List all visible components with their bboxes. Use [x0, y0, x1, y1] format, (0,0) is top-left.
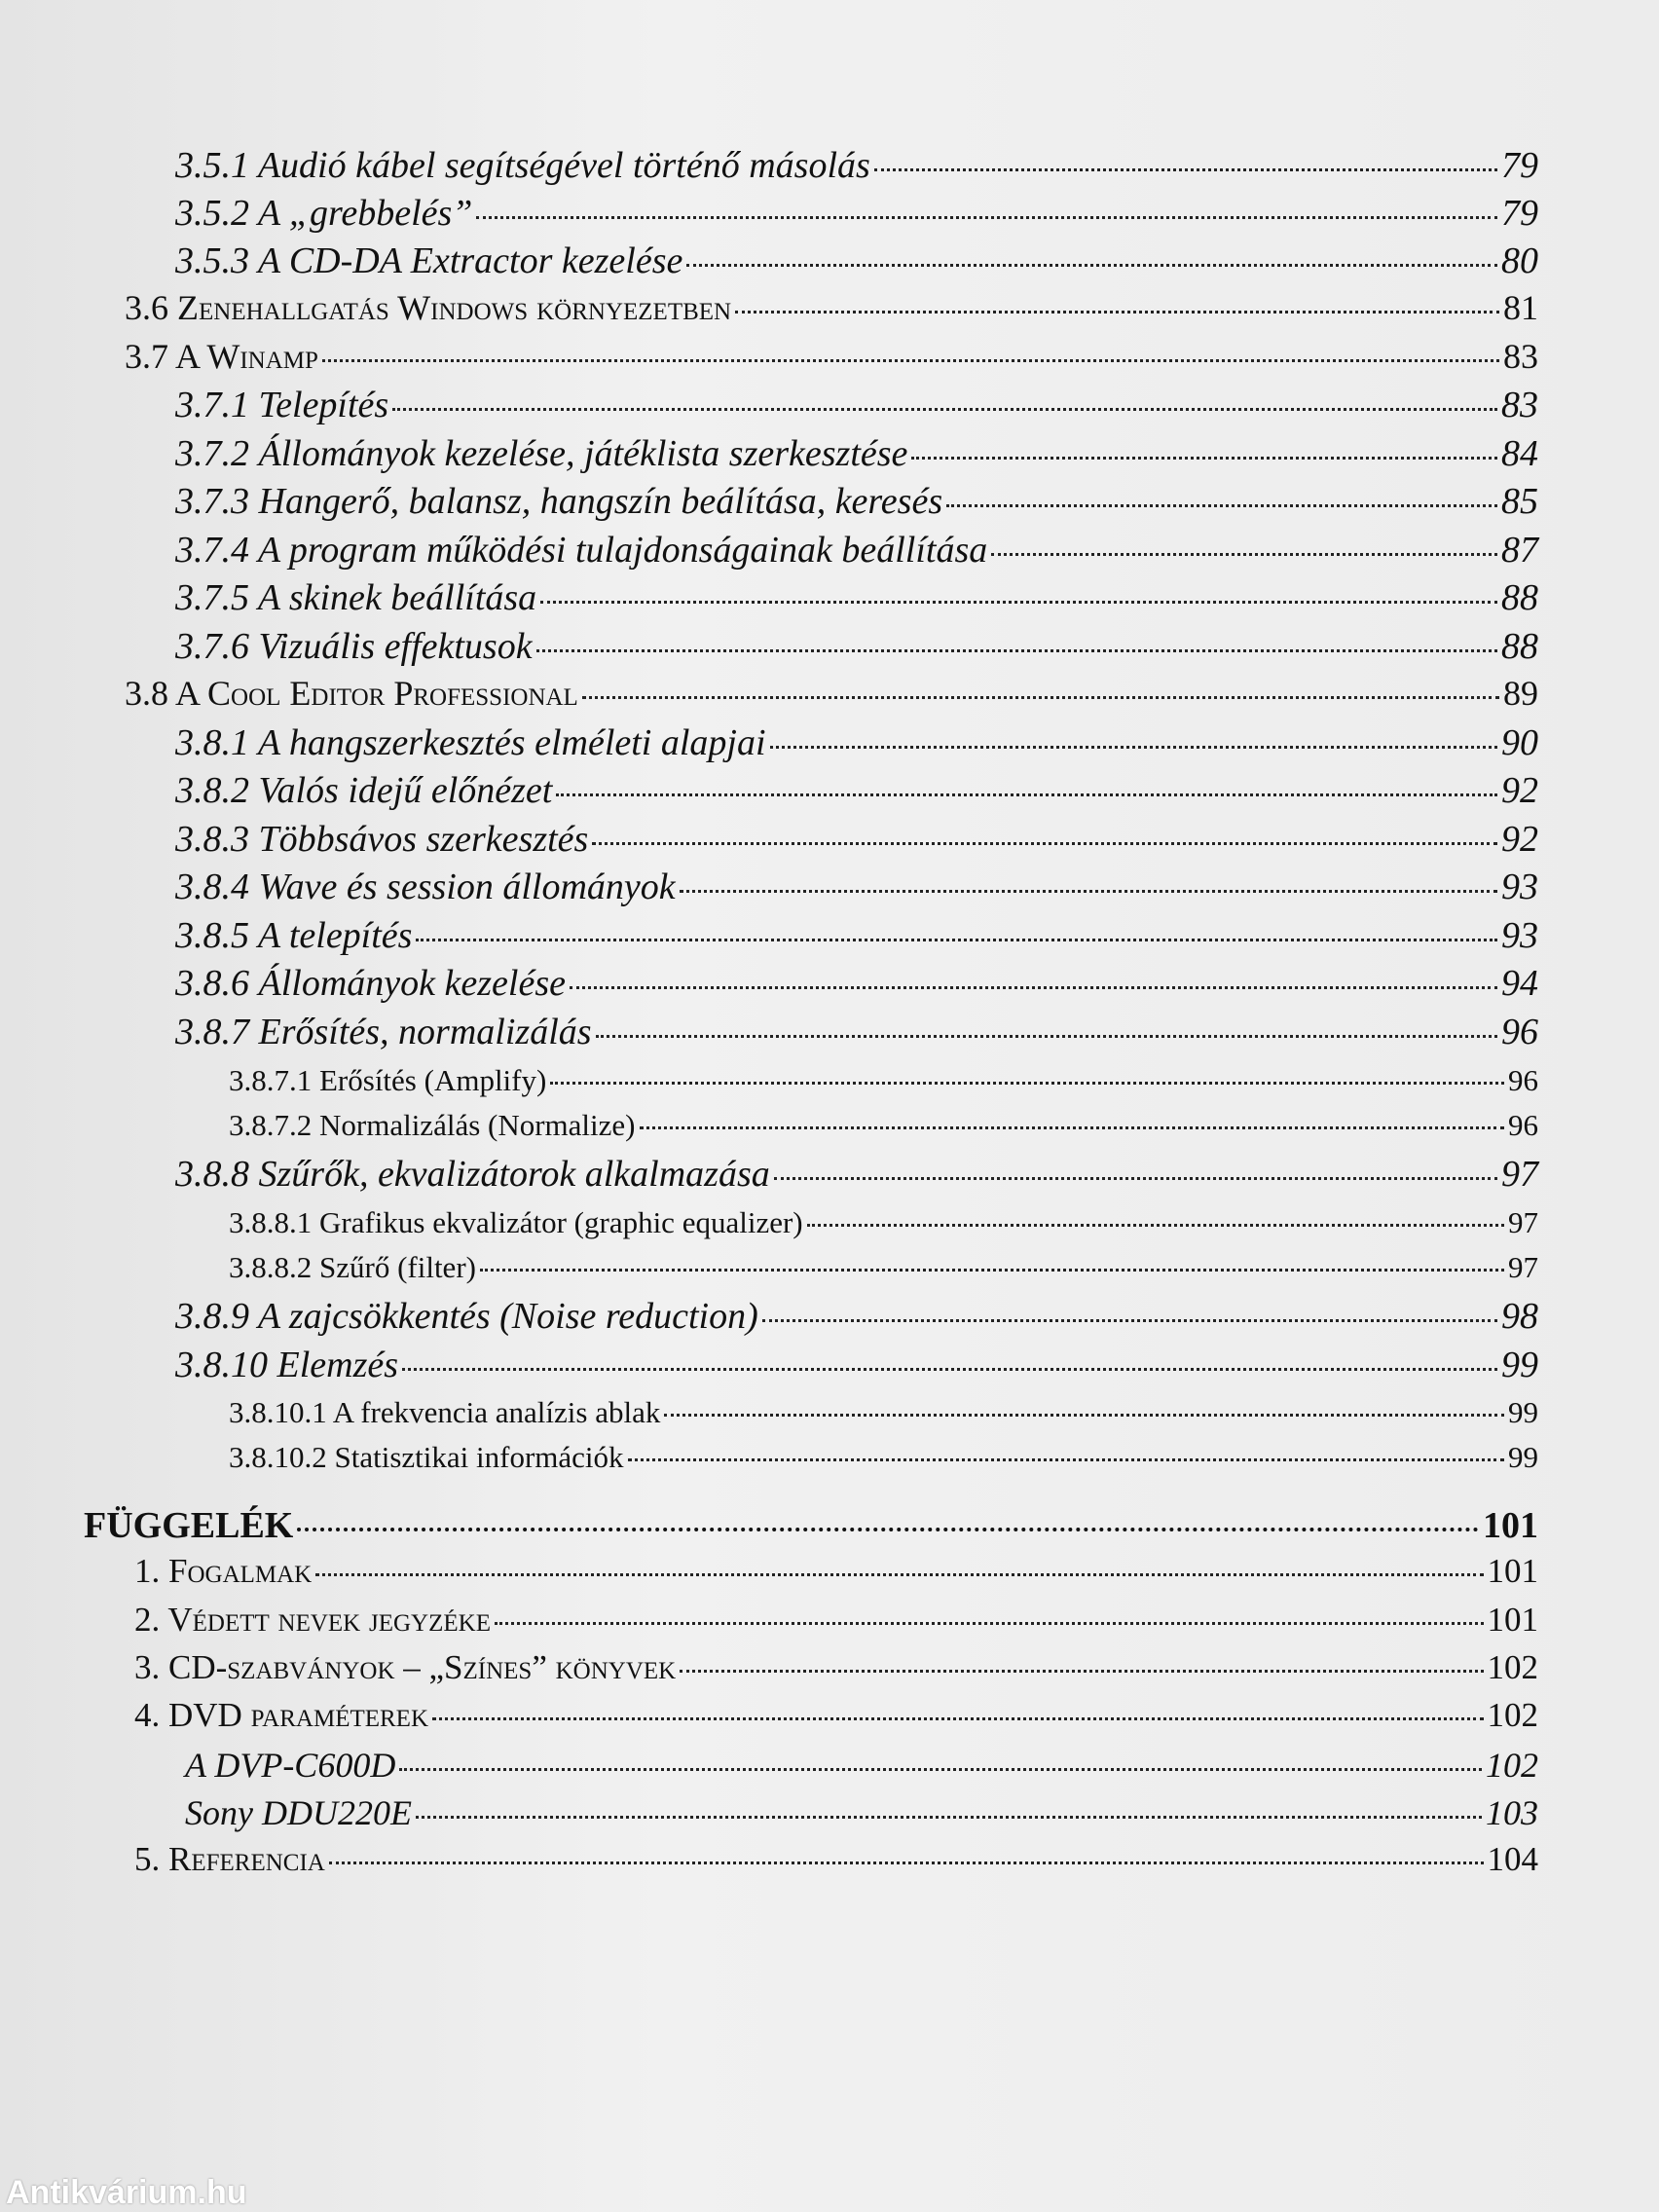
toc-entry-title: 3.8.9 A zajcsökkentés (Noise reduction): [175, 1296, 758, 1337]
toc-entry: [78, 1552, 1538, 1591]
toc-page-number: 93: [1501, 866, 1538, 907]
dot-leader: [680, 1670, 1483, 1673]
toc-page-number: 102: [1487, 1648, 1538, 1686]
toc-entry-title: 3.7.1 Telepítés: [175, 385, 389, 425]
toc-page-number: 88: [1501, 626, 1538, 667]
toc-entry-title: 3.8.3 Többsávos szerkesztés: [175, 819, 589, 860]
toc-entry-title: 2. Védett nevek jegyzéke: [134, 1601, 491, 1639]
toc-page-number: 102: [1487, 1696, 1538, 1734]
dot-leader: [416, 1816, 1482, 1819]
toc-entry-title: 5. Referencia: [134, 1840, 325, 1878]
dot-leader: [596, 1035, 1497, 1038]
toc-page-number: 102: [1486, 1746, 1538, 1785]
dot-leader: [329, 1862, 1484, 1864]
toc-entry-title: 1. Fogalmak: [134, 1552, 313, 1590]
toc-page-number: 85: [1501, 481, 1538, 522]
toc-page-number: 94: [1501, 963, 1538, 1004]
toc-entry-title: 3.5.1 Audió kábel segítségével történő másolás: [175, 145, 870, 186]
toc-page-number: 96: [1508, 1108, 1538, 1142]
dot-leader: [664, 1414, 1504, 1417]
toc-entry: [78, 1395, 1538, 1430]
toc-entry-title: 3.7.6 Vizuális effektusok: [175, 626, 533, 667]
toc-entry-title: 3.8.5 A telepítés: [175, 915, 413, 956]
toc-entry-title: 3.7.2 Állományok kezelése, játéklista szerkesztése: [175, 433, 908, 474]
toc-page-number: 79: [1501, 145, 1538, 186]
watermark: Antikvárium.hu: [6, 2174, 247, 2211]
toc-page-number: 98: [1501, 1296, 1538, 1337]
dot-leader: [402, 1368, 1497, 1371]
dot-leader: [399, 1768, 1482, 1771]
dot-leader: [774, 1177, 1497, 1180]
dot-leader: [322, 359, 1499, 362]
toc-page-number: 88: [1501, 577, 1538, 618]
toc-entry-title: 3.8.10.1 A frekvencia analízis ablak: [229, 1395, 661, 1429]
toc-entry: [78, 1648, 1538, 1687]
toc-entry: [78, 1792, 1538, 1833]
toc-entry-title: 3.6 Zenehallgatás Windows környezetben: [125, 288, 732, 327]
dot-leader: [392, 408, 1497, 411]
toc-entry-title: 3.8.7.2 Normalizálás (Normalize): [229, 1108, 636, 1142]
toc-page-number: 97: [1508, 1205, 1538, 1239]
dot-leader: [550, 1082, 1504, 1085]
toc-page-number: 99: [1508, 1440, 1538, 1474]
dot-leader: [592, 842, 1497, 845]
toc-entry-title: 3.7 A Winamp: [125, 337, 318, 376]
toc-entry-title: FÜGGELÉK: [84, 1505, 294, 1546]
toc-entry-title: A DVP-C600D: [185, 1746, 396, 1785]
toc-entry-title: 3.8.8.2 Szűrő (filter): [229, 1250, 476, 1284]
toc-entry: [78, 625, 1538, 668]
toc-entry: [78, 866, 1538, 908]
toc-entry-title: 3.8.1 A hangszerkesztés elméleti alapjai: [175, 722, 766, 763]
toc-entry: [78, 769, 1538, 812]
toc-entry-title: 3.8.7.1 Erősítés (Amplify): [229, 1063, 547, 1097]
toc-page-number: 96: [1501, 1012, 1538, 1052]
toc-entry: [78, 673, 1538, 714]
toc-entry-title: Sony DDU220E: [185, 1793, 412, 1832]
toc-entry-title: 3.7.4 A program működési tulajdonságainak beállítása: [175, 530, 988, 571]
dot-leader: [640, 1126, 1505, 1129]
toc-entry-title: 3.8.8 Szűrők, ekvalizátorok alkalmazása: [175, 1154, 770, 1195]
toc-entry: [78, 240, 1538, 282]
toc-entry: [78, 1840, 1538, 1879]
toc-entry: [78, 529, 1538, 571]
toc-entry: [78, 1601, 1538, 1640]
toc-entry: [78, 336, 1538, 377]
toc-entry-title: 3.8.10 Elemzés: [175, 1345, 399, 1385]
toc-entry: [78, 576, 1538, 619]
dot-leader: [991, 553, 1497, 556]
toc-entry-title: 3.7.3 Hangerő, balansz, hangszín beálítása, keresés: [175, 481, 943, 522]
dot-leader: [628, 1458, 1504, 1461]
dot-leader: [582, 696, 1499, 699]
toc-page-number: 83: [1503, 337, 1538, 376]
toc-entry: [78, 1745, 1538, 1786]
dot-leader: [570, 986, 1497, 989]
dot-leader: [416, 939, 1497, 941]
toc-page-number: 79: [1501, 193, 1538, 234]
toc-entry: [78, 721, 1538, 764]
dot-leader: [762, 1319, 1497, 1322]
toc-page-number: 99: [1508, 1395, 1538, 1429]
toc-page-number: 80: [1501, 240, 1538, 281]
toc-page-number: 101: [1487, 1601, 1538, 1639]
dot-leader: [540, 601, 1497, 604]
toc-entry: [78, 287, 1538, 328]
toc-entry: [78, 1205, 1538, 1240]
toc-page-number: 103: [1486, 1793, 1538, 1832]
dot-leader: [556, 793, 1497, 796]
toc-entry-title: 3.8.6 Állományok kezelése: [175, 963, 566, 1004]
toc-entry: [78, 1108, 1538, 1143]
toc-page-number: 99: [1501, 1345, 1538, 1385]
toc-entry-title: 3.8.10.2 Statisztikai információk: [229, 1440, 624, 1474]
toc-entry: [78, 1344, 1538, 1386]
dot-leader: [874, 168, 1497, 171]
toc-entry-title: 4. DVD paraméterek: [134, 1696, 429, 1734]
toc-entry: [78, 1440, 1538, 1475]
dot-leader: [946, 504, 1497, 507]
dot-leader: [432, 1717, 1483, 1720]
toc-entry-title: 3.5.2 A „grebbelés”: [175, 193, 473, 234]
toc-entry-title: 3.8.4 Wave és session állományok: [175, 866, 676, 907]
toc-entry: [78, 1696, 1538, 1735]
toc-entry: [78, 962, 1538, 1005]
dot-leader: [770, 746, 1497, 749]
dot-leader: [480, 1269, 1504, 1272]
toc-entry: [78, 1063, 1538, 1098]
toc-page-number: 93: [1501, 915, 1538, 956]
toc-page-number: 101: [1487, 1552, 1538, 1590]
toc-entry: [78, 818, 1538, 861]
toc-page-number: 101: [1483, 1505, 1538, 1546]
toc-page-number: 83: [1501, 385, 1538, 425]
toc-entry: [78, 914, 1538, 957]
toc-entry: [78, 1011, 1538, 1053]
dot-leader: [495, 1622, 1484, 1625]
toc-page-number: 96: [1508, 1063, 1538, 1097]
dot-leader: [911, 457, 1497, 460]
toc-page-number: 97: [1501, 1154, 1538, 1195]
toc-chapter: [78, 1504, 1538, 1547]
toc-entry: [78, 144, 1538, 187]
toc-entry-title: 3. CD-szabványok – „Színes” könyvek: [134, 1648, 677, 1686]
dot-leader: [476, 216, 1497, 219]
toc-entry-title: 3.8 A Cool Editor Professional: [125, 674, 578, 713]
dot-leader: [315, 1573, 1483, 1576]
dot-leader: [735, 311, 1499, 313]
toc-page-number: 81: [1503, 288, 1538, 327]
toc-entry: [78, 1153, 1538, 1196]
toc-entry-title: 3.7.5 A skinek beállítása: [175, 577, 537, 618]
toc-page-number: 89: [1503, 674, 1538, 713]
toc-page-number: 97: [1508, 1250, 1538, 1284]
toc-page-number: 87: [1501, 530, 1538, 571]
toc-entry-title: 3.8.8.1 Grafikus ekvalizátor (graphic equalizer): [229, 1205, 803, 1239]
toc-entry: [78, 432, 1538, 475]
toc-page-number: 84: [1501, 433, 1538, 474]
dot-leader: [536, 649, 1497, 652]
toc-entry: [78, 1250, 1538, 1285]
toc-entry: [78, 384, 1538, 426]
toc-entry: [78, 480, 1538, 523]
dot-leader: [680, 890, 1497, 893]
toc-entry-title: 3.8.2 Valós idejű előnézet: [175, 770, 553, 811]
toc-entry-title: 3.8.7 Erősítés, normalizálás: [175, 1012, 592, 1052]
dot-leader: [686, 264, 1497, 267]
dot-leader: [297, 1528, 1479, 1531]
toc-page-number: 90: [1501, 722, 1538, 763]
toc-entry: [78, 1295, 1538, 1338]
toc-page-number: 92: [1501, 770, 1538, 811]
toc-entry: [78, 192, 1538, 235]
dot-leader: [807, 1224, 1504, 1227]
toc-page-number: 92: [1501, 819, 1538, 860]
toc-page-number: 104: [1487, 1840, 1538, 1878]
toc-entry-title: 3.5.3 A CD-DA Extractor kezelése: [175, 240, 683, 281]
